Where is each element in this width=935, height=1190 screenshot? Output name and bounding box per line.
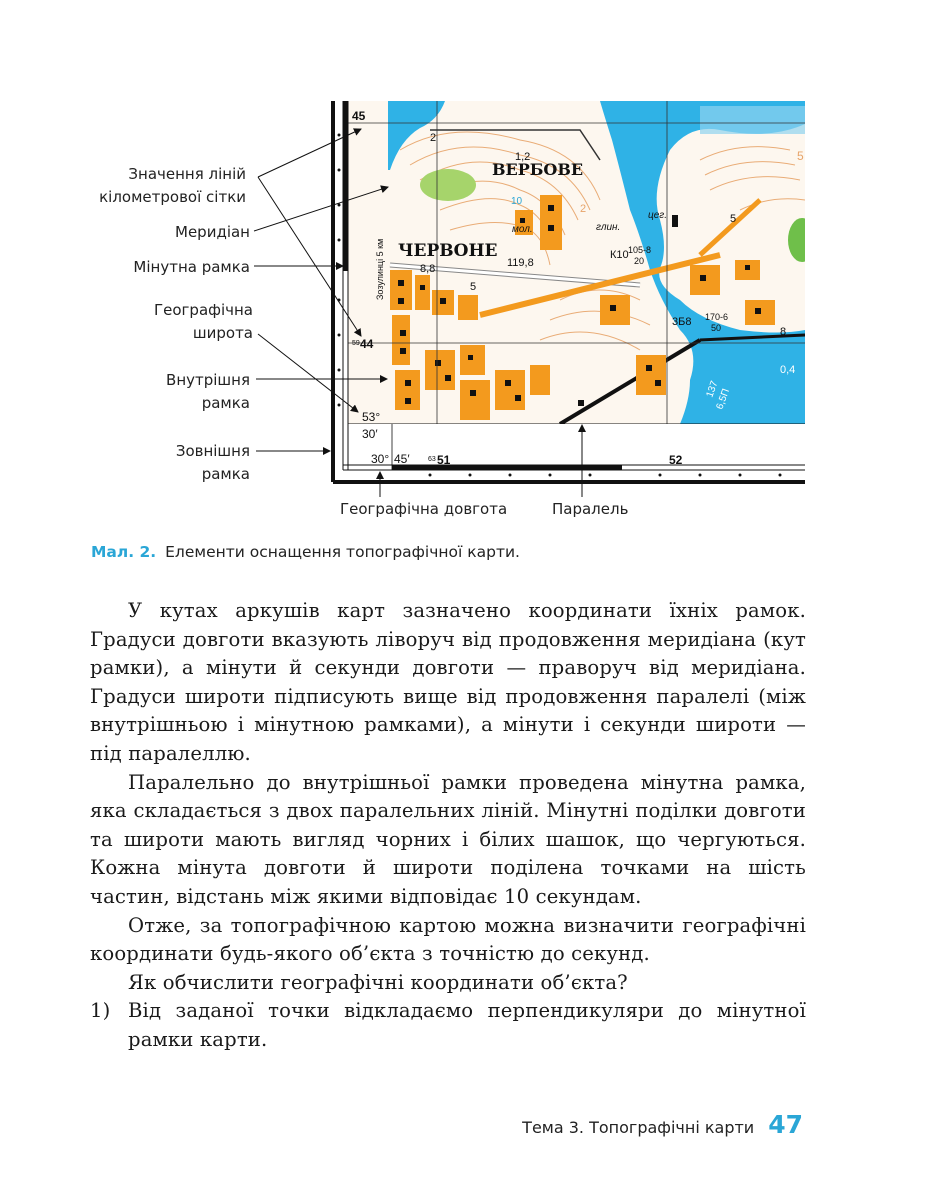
callout-longitude: Географічна довгота	[340, 500, 508, 518]
bridge-1: 105-8	[628, 245, 652, 255]
label-glyn: глин.	[596, 222, 621, 233]
paragraph-4: Як обчислити географічні координати об’єкта?	[128, 970, 628, 994]
river-info-1: 137	[704, 379, 721, 400]
code-3b8: 3Б8	[672, 316, 692, 328]
num-2a: 2	[430, 132, 437, 144]
paragraph-1: У кутах аркушів карт зазначено координати їхніх рамок. Градуси довготи вказують ліворуч від продовження меридіана (кут рамки), а мінути й секунди довготи — праворуч від меридіана. Градуси широти підписують вище від продовження паралелі (між внутрішньою і мінутною рамками), а мінути і секунди широти — під паралеллю.	[90, 599, 806, 765]
list-item-number: 1)	[90, 999, 111, 1023]
callout-parallel: Паралель	[552, 500, 629, 518]
side-note: Зозулинці 5 км	[375, 238, 385, 300]
elevation-1-2: 1,2	[515, 151, 531, 163]
grid-label-45: 45	[352, 109, 366, 123]
callout-outer-frame: Зовнішня рамка	[175, 442, 250, 483]
label-tseh: цег.	[648, 210, 667, 221]
road-8-8: 8,8	[420, 263, 436, 275]
caption-text: Елементи оснащення топографічної карти.	[165, 543, 520, 561]
page-footer	[522, 1110, 803, 1139]
code-k10: К10	[610, 249, 629, 261]
bridge-1b: 20	[634, 256, 645, 266]
village-verbove: ВЕРБОВЕ	[492, 160, 584, 179]
lon-degrees: 30°	[371, 452, 390, 466]
figure-caption	[91, 543, 520, 561]
grid-label-44: 44	[360, 337, 374, 351]
elevation-119: 119,8	[507, 257, 534, 269]
callout-grid-lines: Значення ліній кілометрової сітки	[99, 165, 246, 206]
river-info-2: 6,5П	[714, 387, 733, 412]
lon-minutes: 45′	[394, 452, 410, 466]
list-item-1	[90, 997, 806, 1054]
num-8: 8	[780, 326, 787, 338]
village-chervone: ЧЕРВОНЕ	[398, 241, 498, 261]
num-5a: 5	[470, 281, 477, 293]
label-mol: мол.	[512, 224, 533, 235]
hill-5: 5	[797, 149, 804, 163]
callout-meridian: Меридіан	[175, 223, 250, 241]
water-depth: 0,4	[780, 364, 796, 376]
callout-latitude: Географічна широта	[153, 301, 253, 342]
bridge-2: 170-6	[705, 312, 729, 322]
callout-minute-frame: Мінутна рамка	[133, 258, 250, 276]
footer-topic: Тема 3. Топографічні карти	[522, 1118, 755, 1137]
page-number: 47	[768, 1110, 803, 1139]
topographic-map	[0, 0, 935, 540]
num-5b: 5	[730, 213, 737, 225]
bridge-2b: 50	[711, 323, 722, 333]
caption-label: Мал. 2.	[91, 543, 157, 561]
paragraph-2: Паралельно до внутрішньої рамки проведена мінутна рамка, яка складається з двох паралельних ліній. Мінутні поділки довготи та широти мають вигляд чорних і білих шашок, що чергуються. Кожна мінута довготи й широти поділена точками на шість частин, відстань між якими відповідає 10 секундам.	[90, 770, 806, 908]
grid-label-51-sup: 63	[428, 456, 436, 463]
grid-label-44-sup: 59	[352, 340, 360, 347]
lat-minutes: 30′	[362, 427, 378, 441]
lat-degrees: 53°	[362, 410, 381, 424]
list-item-text: Від заданої точки відкладаємо перпендикуляри до мінутної рамки карти.	[128, 999, 806, 1051]
callout-inner-frame: Внутрішня рамка	[166, 371, 250, 412]
paragraph-3: Отже, за топографічною картою можна визначити географічні координати будь-якого об’єкта з точністю до секунд.	[90, 913, 806, 966]
body-text	[90, 597, 806, 1055]
num-10: 10	[511, 196, 523, 207]
grid-label-52: 52	[669, 453, 683, 467]
grid-label-51: 51	[437, 453, 451, 467]
num-2b: 2	[580, 203, 587, 215]
